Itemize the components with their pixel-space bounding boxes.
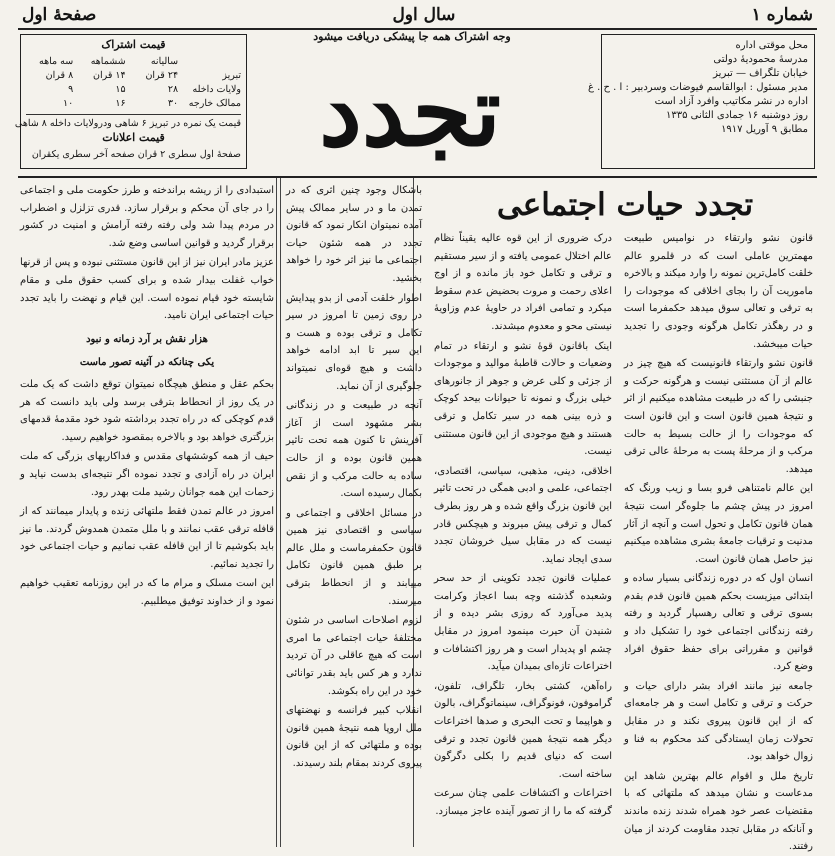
price-cell: ۱۶ [115, 98, 126, 109]
article-column-2 [434, 230, 612, 845]
admin-line: مطابق ۹ آوریل ۱۹۱۷ [721, 124, 808, 135]
price-cell: ۲۴ قران [145, 70, 179, 81]
price-col-header: سالیانه [150, 56, 179, 67]
admin-line: محل موقتی اداره [735, 40, 808, 51]
paragraph: استبدادی را از ریشه براندخته و طرز حکومت ملی و اجتماعی را در جای آن محکم و برقرار سازد. قدری تزلزل و اضطراب در مردم پیدا شد ولی رفته رفته آرامش و امنیت در کشور برقرار گردید و قوانین اساسی وضع شد. [20, 185, 274, 249]
paragraph: حیف از همه کوششهای مقدس و فداکاریهای بزرگی که ملت ایران در راه آزادی و تجدد نموده اگر نتیجه‌ای بدست نیاید و زحمات این همه جوانان رشید ملت بهدر رود. [20, 451, 274, 498]
price-cell: ۳۰ [167, 98, 179, 109]
paragraph: این عالم نامتناهی فرو بسا و زیب ورنگ که امروز در پیش چشم ما جلوه‌گر است نتیجهٔ همان قانون تکامل و تحول است و آنچه از آثار مدنیت و ترقیات جامعهٔ بشری مشاهده میکنیم نیز حاصل همان قانون است. [624, 483, 813, 565]
price-heading: قیمت اشتراک [101, 38, 166, 51]
price-col-header: ششماهه [90, 56, 126, 67]
ads-price: صفحهٔ اول سطری ۲ قران صفحه آخر سطری یکقران [31, 149, 241, 160]
admin-line: مدیر مسئول : ابوالقاسم فیوضات وسردبیر : ا . ح . غ [588, 82, 808, 93]
price-col-header: سه ماهه [39, 56, 74, 67]
paragraph: امروز در عالم تمدن فقط ملتهائی زنده و پایدار میمانند که از قافله ترقی عقب نمانند و با ملل متمدن همدوش گردند. ما نیز باید بکوشیم تا از این قافله عقب نمانیم و حیات اجتماعی خود را تجدید نمائیم. [20, 506, 274, 570]
column-divider [280, 178, 281, 847]
paragraph: عزیز مادر ایران نیز از این قانون مستثنی نبوده و پس از قرنها خواب غفلت بیدار شده و برای کسب حقوق ملی و مقام شایسته خود قیام نموده است. این قیام و نهضت را باید تجدد حیات اجتماعی ایران نامید. [20, 257, 274, 322]
verse-line: یکی چنانکه در آئینه تصور ماست [79, 357, 215, 369]
verse-line: هزار نقش بر آرد زمانه و نبود [86, 333, 208, 345]
paragraph: اختراعات و اکتشافات علمی چنان سرعت گرفته که ما را از تصور آینده عاجز میسازد. [434, 788, 612, 817]
admin-line: روز دوشنبه ۱۶ جمادی الثانی ۱۳۳۵ [666, 110, 808, 121]
paragraph: این است مسلک و مرام ما که در این روزنامه تعقیب خواهیم نمود و از خداوند توفیق میطلبیم. [20, 578, 274, 608]
admin-info-box [588, 34, 815, 169]
paragraph: قانون نشو وارتقاء در نوامیس طبیعت مهمترین عاملی است که در قلمرو عالم خلقت کامل‌ترین نمونه را وارد میکند و بالاخره ماموریت آن را بجای اخلاقی که موجودات را به ترقی و تعالی سوق میدهد حکمفرما است و در رهگذر تکامل هرگونه وجودی را تجدید حیات میبخشد. [624, 233, 813, 350]
page-label: صفحهٔ اول [22, 5, 97, 25]
year-label: سال اول [392, 5, 456, 25]
paragraph: لزوم اصلاحات اساسی در شئون مختلفهٔ حیات اجتماعی ما امری است که هیچ عاقلی در آن تردید ندارد و هر کس باید بقدر توانائی خود در این راه بکوشد. [286, 615, 422, 697]
price-cell: ۹ [68, 84, 74, 95]
masthead-title: تجدد [319, 55, 501, 168]
price-cell: ولایات داخله [192, 84, 241, 95]
masthead-logo [300, 50, 520, 170]
price-cell: ۲۸ [167, 84, 179, 95]
article-column-1 [624, 230, 813, 853]
top-line [22, 4, 813, 26]
price-cell: ۸ قران [45, 70, 74, 81]
paragraph: اینک باقانون قوهٔ نشو و ارتقاء در تمام وضعیات و حالات قاطبهٔ موالید و موجودات از جزئی و کلی عرض و جوهر از جانورهای خیلی بزرگ و نمونه تا حیوانات بیحد کوچک و ذره بینی همه در سیر تکامل و ترقی هستند و هیچ موجودی از این قانون مستثنی نیست. [434, 340, 612, 458]
ads-heading: قیمت اعلانات [102, 131, 165, 144]
paragraph: انقلاب کبیر فرانسه و نهضتهای ملل اروپا همه نتیجهٔ همین قانون بوده و ملتهائی که از این قانون پیروی کردند بمقام بلند رسیدند. [286, 705, 422, 769]
paragraph: راه‌آهن، کشتی بخار، تلگراف، تلفون، گراموفون، فونوگراف، سینماتوگراف، بالون و هواپیما و تحت البحری و صدها اختراعات دیگر همه نتیجهٔ همین قانون تجدد و ترقی است که دنیای قدیم را بکلی دگرگون ساخته است. [434, 680, 612, 780]
paragraph: درک ضروری از این قوه عالیه یقیناً نظام عالم اختلال عمومی یافته و از سیر مستقیم و ترقی و تکامل خود باز مانده و از اوج اعلای رحمت و مروت بحضیض عدم سقوط میکرد و تمامی افراد در حاویهٔ عدم وزاویهٔ نیستی محو و معدوم میشدند. [434, 233, 612, 332]
paragraph: باشکال وجود چنین اثری که در تمدن ما و در سایر ممالک پیش آمده نمیتوان انکار نمود که قانون تجدد در همه شئون حیات اجتماعی ما نیز اثر خود را خواهد بخشید. [286, 185, 422, 284]
article-title: تجدد حیات اجتماعی [496, 187, 754, 223]
paragraph: عملیات قانون تجدد تکوینی از حد سحر وشعبده گذشته وچه بسا اعجاز وکرامت پدید می‌آورد که روزی بشر دیده و از شنیدن آن حیرت مینمود امروز در مقابل چشم او پدیدار است و هر روز اکتشافات و اختراعات تازه‌ای بمیدان میآید. [434, 573, 612, 673]
price-cell: ۱۰ [62, 98, 74, 109]
masthead-rule [18, 176, 817, 178]
price-cell: تبریز [222, 70, 241, 81]
admin-line: مدرسهٔ محمودیهٔ دولتی [713, 54, 808, 65]
price-col-header [178, 55, 241, 69]
issue-number: شماره ۱ [751, 5, 813, 25]
article-column-4 [20, 182, 274, 845]
admin-line: اداره در نشر مکاتیب وافرد آزاد است [654, 96, 808, 107]
column-divider [276, 178, 277, 847]
admin-line: خیابان تلگراف — تبریز [713, 68, 808, 79]
price-cell: ۱۵ [115, 84, 126, 95]
paragraph: بحکم عقل و منطق هیچگاه نمیتوان توقع داشت که یک ملت در یک روز از انحطاط بترقی برسد ولی باید دانست که هر قدم کوچکی که در راه تجدد برداشته شود خود مقدمهٔ قدمهای بزرگتری خواهد بود و بالاخره بمقصود خواهیم رسید. [20, 378, 274, 443]
paragraph: جامعه نیز مانند افراد بشر دارای حیات و حرکت و ترقی و تکامل است و هر جامعه‌ای که از این قانون پیروی نکند و در مقابل تحولات زمان ایستادگی کند محکوم به فنا و زوال خواهد بود. [624, 680, 813, 763]
paragraph: انسان اول که در دوره زندگانی بسیار ساده و ابتدائی میزیست بحکم همین قانون قدم بقدم بسوی ترقی و تعالی رهسپار گردید و رفته رفته زندگانی اجتماعی خود را تشکیل داد و قوانین و مقرراتی برای حفظ حقوق افراد وضع کرد. [624, 573, 813, 673]
paragraph: اخلاقی، دینی، مذهبی، سیاسی، اقتصادی، اجتماعی، علمی و ادبی همگی در تحت تاثیر این قانون بزرگ واقع شده و هر روز بطرف کمال و ترقی پیش میروند و هیچکس قادر نیست که در مقابل سیل خروشان تجدد سدی ایجاد نماید. [434, 465, 612, 565]
paragraph: اطوار خلقت آدمی از بدو پیدایش در روی زمین تا امروز در سیر تکامل و ترقی بوده و هست و این سیر تا ابد ادامه خواهد داشت و هیچ قوه‌ای نمیتواند جلوگیری از آن نماید. [286, 292, 422, 392]
price-cell: ممالک خارجه [188, 98, 241, 109]
price-footer [14, 114, 241, 162]
price-cell: ۱۴ قران [93, 70, 126, 81]
subscription-note: وجه اشتراک همه جا پیشکی دریافت میشود [313, 30, 511, 43]
single-issue-price: قیمت یک نمره در تبریز ۶ شاهی ودرولایات داخله ۸ شاهی [14, 118, 241, 129]
price-box [14, 34, 247, 169]
paragraph: تاریخ ملل و اقوام عالم بهترین شاهد این مدعاست و نشان میدهد که ملتهائی که با مقتضیات عصر خود همراه شدند زنده ماندند و آنانکه در مقابل تجدد مقاومت کردند از میان رفتند. [624, 770, 813, 853]
paragraph: قانون نشو وارتقاء قانونیست که هیچ چیز در عالم از آن مستثنی نیست و هرگونه حرکت و جنبشی را که در طبیعت مشاهده میکنیم از اثر و نتیجهٔ همین قانون است و این قانون است که موجودات را از حالت بسیط به حالت مرکب و از مرحلهٔ پست به مرحلهٔ عالی ترقی میدهد. [624, 358, 813, 475]
price-table [26, 55, 241, 111]
article-column-3 [286, 182, 422, 845]
paragraph: آنچه در طبیعت و در زندگانی بشر مشهود است از آغاز آفرینش تا کنون همه تحت تاثیر همین قانون بوده و از حالت ساده به حالت مرکب و از نقص بکمال رسیده است. [286, 400, 422, 500]
paragraph: در مسائل اخلاقی و اجتماعی و سیاسی و اقتصادی نیز همین قانون حکمفرماست و ملل عالم بر طبق همین قانون تکامل مییابند و از انحطاط بترقی میرسند. [286, 507, 422, 607]
